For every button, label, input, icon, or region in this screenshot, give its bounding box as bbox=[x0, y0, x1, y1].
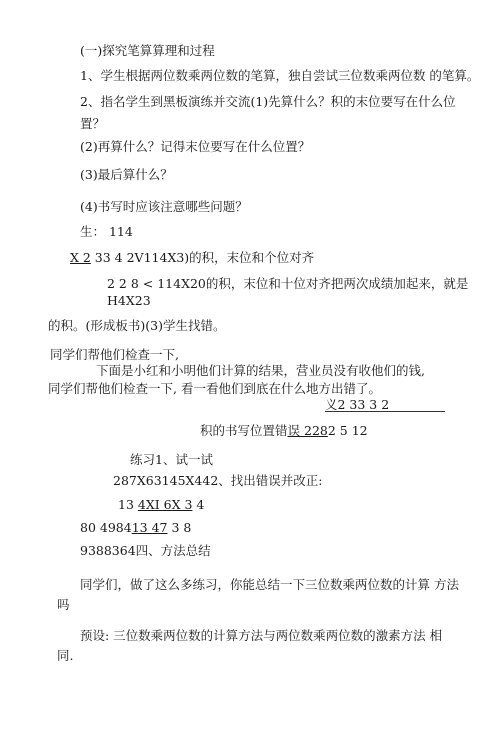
paragraph-line: H4X23 bbox=[107, 293, 151, 308]
calculation-text: 4 bbox=[192, 497, 205, 512]
calculation-text: 80 4984 bbox=[80, 520, 132, 535]
calculation-line bbox=[80, 520, 191, 536]
calculation-line: 义2 33 3 2 bbox=[325, 397, 390, 412]
calculation-text: 13 bbox=[118, 497, 138, 512]
section-heading: (一)探究笔算算理和过程 bbox=[80, 43, 215, 58]
paragraph-line: 2、指名学生到黑板演练并交流(1)先算什么？积的末位要写在什么位 bbox=[80, 94, 456, 109]
calculation-rule bbox=[325, 411, 445, 412]
section-heading: 9388364四、方法总结 bbox=[80, 543, 211, 558]
calculation-text: 积的书写位置错 bbox=[200, 423, 288, 438]
underlined-text: 误 228 bbox=[287, 423, 328, 438]
paragraph-line: 1、学生根据两位数乘两位数的笔算，独自尝试三位数乘两位数 的笔算。 bbox=[80, 68, 480, 83]
exercise-heading: 练习1、试一试 bbox=[130, 452, 213, 467]
calculation-line bbox=[200, 423, 368, 439]
paragraph-line: 吗 bbox=[57, 597, 70, 612]
paragraph-line: 下面是小红和小明他们计算的结果，营业员没有收他们的钱, bbox=[96, 363, 425, 378]
paragraph-line: (3)最后算什么？ bbox=[80, 167, 173, 182]
paragraph-line: 287X63145X442、找出错误并改正: bbox=[113, 473, 323, 488]
paragraph-line: 同学们帮他们检查一下, bbox=[50, 347, 179, 362]
calculation-line bbox=[70, 250, 314, 266]
paragraph-line: 的积。(形成板书)(3)学生找错。 bbox=[48, 318, 226, 333]
paragraph-line: (4)书写时应该注意哪些问题？ bbox=[80, 199, 248, 214]
paragraph-line: 置？ bbox=[80, 116, 106, 131]
underlined-text: 4XI 6X 3 bbox=[137, 497, 193, 512]
paragraph-line: 同学们帮他们检查一下, 看一看他们到底在什么地方出错了。 bbox=[48, 381, 381, 396]
calculation-line bbox=[118, 497, 204, 513]
paragraph-line: 2 2 8 < 114X20的积，末位和十位对齐把两次成绩加起来，就是 bbox=[107, 276, 469, 291]
calculation-text: 33 4 2V114X3)的积，末位和个位对齐 bbox=[90, 250, 315, 265]
paragraph-line: 预设: 三位数乘两位数的计算方法与两位数乘两位数的激素方法 相 bbox=[80, 628, 443, 643]
calculation-text: 3 8 bbox=[167, 520, 192, 535]
calculation-text: 2 5 12 bbox=[327, 423, 368, 438]
underlined-multiplier: X 2 bbox=[70, 250, 91, 265]
paragraph-line: 同学们，做了这么多练习，你能总结一下三位数乘两位数的计算 方法 bbox=[80, 577, 459, 592]
paragraph-line: 生： 114 bbox=[80, 224, 133, 239]
underlined-text: 13 47 bbox=[131, 520, 168, 535]
paragraph-line: (2)再算什么？记得末位要写在什么位置？ bbox=[80, 139, 311, 154]
paragraph-line: 同. bbox=[57, 648, 74, 663]
